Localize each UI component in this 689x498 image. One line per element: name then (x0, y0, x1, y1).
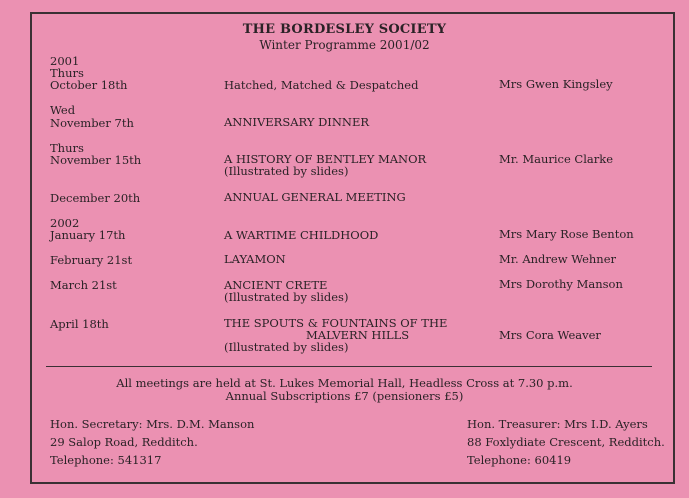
treasurer-address: 88 Foxlydiate Crescent, Redditch. (467, 435, 665, 449)
secretary-phone: Telephone: 541317 (50, 453, 162, 467)
event-speaker: Mr. Andrew Wehner (499, 252, 616, 266)
event-title: Hatched, Matched & Despatched (224, 78, 419, 92)
event-speaker: Mrs Mary Rose Benton (499, 227, 634, 241)
event-title-continued: MALVERN HILLS (306, 328, 410, 342)
event-title: ANNUAL GENERAL MEETING (224, 190, 406, 204)
event-speaker: Mrs Dorothy Manson (499, 277, 623, 291)
event-date: October 18th (50, 78, 128, 92)
event-day: Thurs (50, 66, 84, 80)
event-note: (Illustrated by slides) (224, 340, 349, 354)
event-note: (Illustrated by slides) (224, 164, 349, 178)
event-day: Wed (50, 103, 76, 117)
event-title: ANNIVERSARY DINNER (224, 115, 370, 129)
event-title: A HISTORY OF BENTLEY MANOR (224, 152, 427, 166)
subscriptions-note: Annual Subscriptions £7 (pensioners £5) (225, 389, 464, 403)
event-date: November 7th (50, 116, 134, 130)
event-date: March 21st (50, 278, 117, 292)
year-2002: 2002 (50, 216, 80, 230)
year-2001: 2001 (50, 54, 80, 68)
event-note: (Illustrated by slides) (224, 290, 349, 304)
treasurer-role: Hon. Treasurer: Mrs I.D. Ayers (467, 417, 648, 431)
event-title: LAYAMON (224, 252, 286, 266)
treasurer-contact (467, 415, 665, 469)
event-date: December 20th (50, 191, 141, 205)
event-date: April 18th (50, 317, 109, 331)
secretary-address: 29 Salop Road, Redditch. (50, 435, 198, 449)
event-date: November 15th (50, 153, 142, 167)
programme-subtitle: Winter Programme 2001/02 (259, 38, 430, 52)
event-speaker: Mr. Maurice Clarke (499, 152, 614, 166)
treasurer-phone: Telephone: 60419 (467, 453, 572, 467)
venue-note: All meetings are held at St. Lukes Memorial Hall, Headless Cross at 7.30 p.m. (116, 376, 573, 390)
society-title: THE BORDESLEY SOCIETY (242, 22, 447, 37)
event-title: A WARTIME CHILDHOOD (224, 228, 379, 242)
event-speaker: Mrs Cora Weaver (499, 328, 601, 342)
secretary-contact (50, 415, 254, 469)
event-date: February 21st (50, 253, 133, 267)
secretary-role: Hon. Secretary: Mrs. D.M. Manson (50, 417, 255, 431)
event-speaker: Mrs Gwen Kingsley (499, 77, 613, 91)
divider (46, 366, 652, 367)
event-day: Thurs (50, 141, 84, 155)
event-title: ANCIENT CRETE (224, 278, 328, 292)
event-date: January 17th (50, 228, 126, 242)
event-title: THE SPOUTS & FOUNTAINS OF THE (224, 316, 448, 330)
